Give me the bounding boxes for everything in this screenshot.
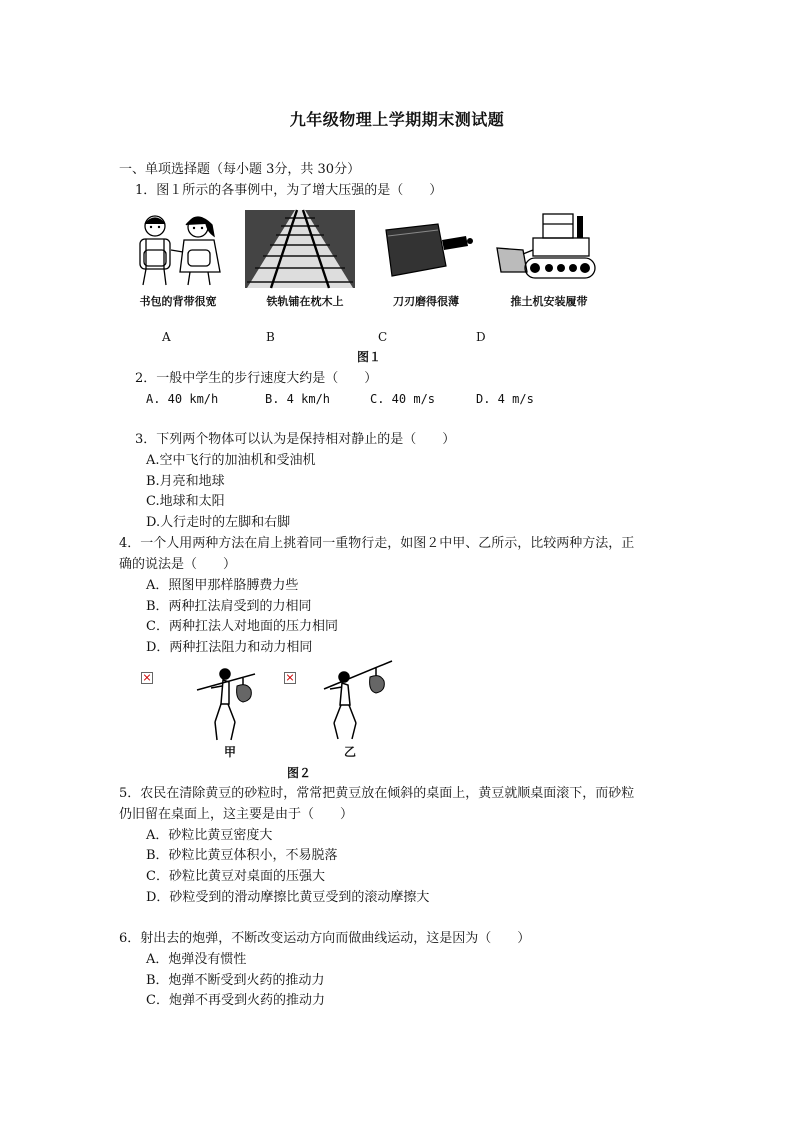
question-6-stem: 6．射出去的炮弹，不断改变运动方向而做曲线运动，这是因为（ ） [119,931,531,946]
question-2-option-b: B. 4 km/h [265,392,331,406]
person-carrying-load-yi-illustration [322,655,394,741]
question-4-option-c: C．两种扛法人对地面的压力相同 [146,619,338,634]
question-4-option-b: B．两种扛法肩受到的力相同 [146,599,312,614]
person-carrying-load-jia-illustration [195,660,255,742]
figure-2-caption: 图２ [287,766,312,780]
broken-image-icon [141,672,153,684]
railway-track-illustration [245,210,355,288]
figure-1-caption: 图１ [357,350,382,364]
question-6-option-c: C．炮弹不再受到火药的推动力 [146,993,325,1008]
question-3-option-a: A.空中飞行的加油机和受油机 [146,453,316,468]
question-2-stem: 2．一般中学生的步行速度大约是（ ） [135,371,378,386]
question-4-option-a: A．照图甲那样胳膊费力些 [146,578,299,593]
figure-label-b: B [266,330,275,344]
question-2-option-a: A. 40 km/h [146,392,219,406]
question-4-stem-line2: 确的说法是（ ） [119,557,237,572]
cleaver-knife-illustration [380,222,472,280]
caption-a: 书包的背带很宽 [139,295,217,308]
question-5-option-c: C．砂粒比黄豆对桌面的压强大 [146,869,325,884]
section-heading: 一、单项选择题（每小题 3分，共 30分） [119,162,361,177]
question-5-option-b: B．砂粒比黄豆体积小，不易脱落 [146,848,338,863]
question-3-option-c: C.地球和太阳 [146,494,225,509]
question-5-option-a: A．砂粒比黄豆密度大 [146,828,273,843]
question-5-stem-line1: 5．农民在清除黄豆的砂粒时，常常把黄豆放在倾斜的桌面上，黄豆就顺桌面滚下，而砂粒 [119,786,635,801]
schoolbag-children-illustration [128,210,228,288]
figure-2-label-jia: 甲 [224,745,237,759]
caption-c: 刀刃磨得很薄 [393,295,459,308]
question-3-option-b: B.月亮和地球 [146,474,225,489]
question-2-option-c: C. 40 m/s [370,392,436,406]
figure-label-c: C [378,330,388,344]
question-3-stem: 3．下列两个物体可以认为是保持相对静止的是（ ） [135,432,456,447]
figure-label-a: A [162,330,171,344]
figure-label-d: D [476,330,486,344]
question-6-option-a: A．炮弹没有惯性 [146,952,247,967]
question-1-stem: 1．图１所示的各事例中，为了增大压强的是（ ） [135,183,443,198]
caption-b: 铁轨铺在枕木上 [266,295,344,308]
page-title: 九年级物理上学期期末测试题 [289,110,505,129]
bulldozer-illustration [493,210,603,288]
question-2-option-d: D. 4 m/s [476,392,534,406]
question-3-option-d: D.人行走时的左脚和右脚 [146,515,291,530]
question-5-option-d: D．砂粒受到的滑动摩擦比黄豆受到的滚动摩擦大 [146,890,430,905]
figure-2-label-yi: 乙 [344,745,357,759]
question-4-stem-line1: 4．一个人用两种方法在肩上挑着同一重物行走，如图２中甲、乙所示，比较两种方法，正 [119,536,635,551]
question-5-stem-line2: 仍旧留在桌面上，这主要是由于（ ） [119,807,354,822]
caption-d: 推土机安装履带 [510,295,588,308]
question-4-option-d: D．两种扛法阻力和动力相同 [146,640,313,655]
broken-image-icon [284,672,296,684]
question-6-option-b: B．炮弹不断受到火药的推动力 [146,973,325,988]
